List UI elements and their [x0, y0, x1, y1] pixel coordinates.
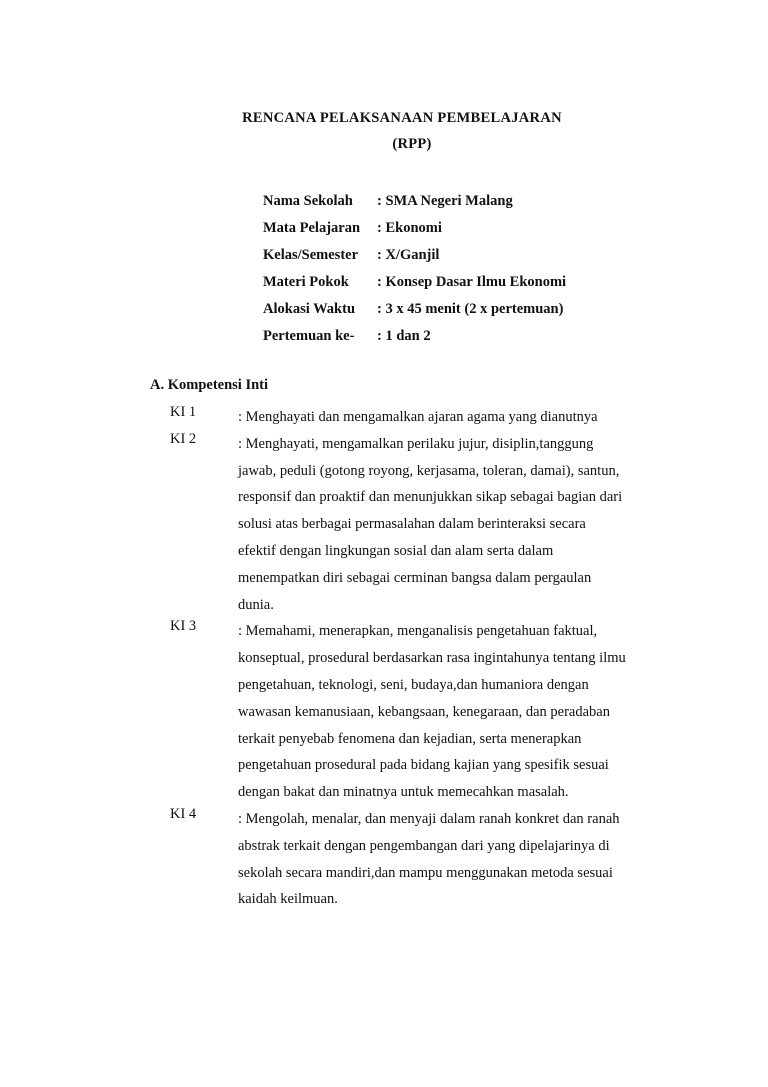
identity-row	[263, 328, 566, 355]
identity-row	[263, 247, 566, 274]
identity-value: : 3 x 45 menit (2 x pertemuan)	[377, 301, 564, 317]
document-subtitle: (RPP)	[392, 136, 432, 152]
ki-item-3	[170, 618, 690, 806]
ki-line: solusi atas berbagai permasalahan dalam berinteraksi secara	[238, 516, 586, 533]
identity-value: : Konsep Dasar Ilmu Ekonomi	[377, 274, 567, 290]
document-title: RENCANA PELAKSANAAN PEMBELAJARAN	[242, 110, 562, 126]
identity-value: : SMA Negeri Malang	[377, 193, 513, 209]
ki-code: KI 3	[170, 618, 197, 635]
identity-label: Pertemuan ke-	[263, 328, 355, 344]
ki-line: konseptual, prosedural berdasarkan rasa ingintahunya tentang ilmu	[238, 650, 626, 667]
identity-value: : Ekonomi	[377, 220, 442, 236]
ki-line: terkait penyebab fenomena dan kejadian, serta menerapkan	[238, 730, 582, 747]
ki-line: abstrak terkait dengan pengembangan dari yang dipelajarinya di	[238, 837, 610, 854]
identity-label: Mata Pelajaran	[263, 220, 361, 236]
identity-row	[263, 220, 566, 247]
ki-line: efektif dengan lingkungan sosial dan alam serta dalam	[238, 542, 554, 559]
identity-row	[263, 301, 566, 328]
identity-row	[263, 274, 566, 301]
identity-value: : 1 dan 2	[377, 328, 431, 344]
ki-line: menempatkan diri sebagai cerminan bangsa dalam pergaulan	[238, 569, 592, 586]
ki-line: pengetahuan, teknologi, seni, budaya,dan humaniora dengan	[238, 676, 589, 693]
ki-line: : Menghayati dan mengamalkan ajaran agama yang dianutnya	[238, 409, 598, 425]
ki-code: KI 1	[170, 404, 197, 420]
identity-value: : X/Ganjil	[377, 247, 440, 263]
ki-item-4	[170, 806, 690, 913]
identity-label: Nama Sekolah	[263, 193, 353, 209]
ki-line: dunia.	[238, 596, 274, 613]
ki-line: : Mengolah, menalar, dan menyaji dalam ranah konkret dan ranah	[238, 810, 620, 827]
identity-label: Alokasi Waktu	[263, 301, 356, 317]
ki-line: dengan bakat dan minatnya untuk memecahkan masalah.	[238, 784, 569, 801]
identity-label: Kelas/Semester	[263, 247, 359, 263]
ki-line: : Menghayati, mengamalkan perilaku jujur, disiplin,tanggung	[238, 435, 594, 452]
ki-list	[170, 404, 690, 913]
ki-line: kaidah keilmuan.	[238, 891, 338, 908]
ki-line: jawab, peduli (gotong royong, kerjasama, toleran, damai), santun,	[238, 462, 620, 479]
ki-line: : Memahami, menerapkan, menganalisis pengetahuan faktual,	[238, 623, 598, 640]
identity-row	[263, 193, 566, 220]
ki-item-2	[170, 431, 690, 619]
identity-label: Materi Pokok	[263, 274, 349, 290]
ki-code: KI 2	[170, 430, 197, 447]
ki-line: sekolah secara mandiri,dan mampu menggunakan metoda sesuai	[238, 864, 613, 881]
ki-line: responsif dan proaktif dan menunjukkan sikap sebagai bagian dari	[238, 489, 623, 506]
section-heading-kompetensi-inti: A. Kompetensi Inti	[150, 377, 269, 393]
ki-code: KI 4	[170, 805, 197, 822]
ki-item-1	[170, 404, 690, 431]
identity-block	[263, 193, 566, 355]
ki-line: wawasan kemanusiaan, kebangsaan, kenegaraan, dan peradaban	[238, 703, 610, 720]
ki-line: pengetahuan prosedural pada bidang kajian yang spesifik sesuai	[238, 757, 609, 774]
